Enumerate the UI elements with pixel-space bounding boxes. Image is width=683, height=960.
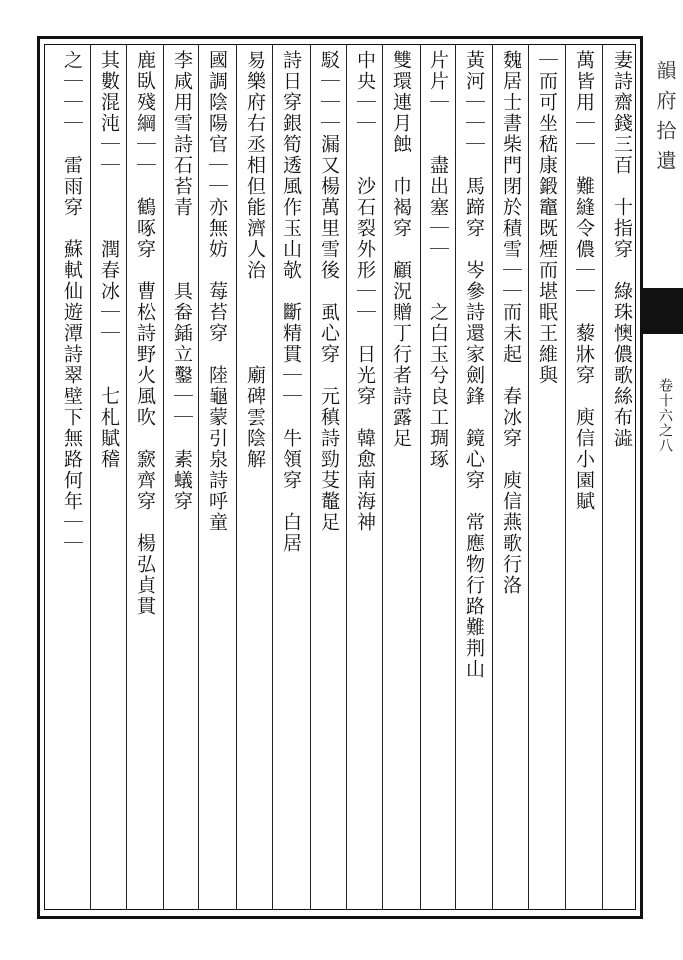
text-column: 鹿臥殘綱｜｜ 鶴啄穿 曹松詩野火風吹 窾齊穿 楊弘貞貫 <box>134 50 156 617</box>
text-column: 黃河｜｜｜ 馬蹄穿 岑參詩還家劍鋒 鏡心穿 常應物行路難荆山 <box>463 50 485 680</box>
text-column: 片片｜ 盡出塞｜｜ 之白玉兮良工琱琢 <box>427 50 449 470</box>
text-column <box>46 50 54 910</box>
text-column: 詩日穿銀筍透風作玉山欹 斷精貫｜｜ 牛領穿 白居 <box>280 50 302 554</box>
text-column: 魏居士書柴門閉於積雪｜｜而未起 春冰穿 庾信燕歌行洛 <box>500 50 522 596</box>
juan-label: 卷十六之八 <box>657 378 673 453</box>
running-head: 韻府拾遺 <box>653 60 677 180</box>
fishtail-mark <box>640 288 683 334</box>
text-column: 易樂府右丞相但能濟人治 廟碑雲陰解 <box>244 50 266 470</box>
text-column: 李咸用雪詩石苔青 具畚鍤立鑿｜｜ 素蟻穿 <box>171 50 193 512</box>
text-column: 之｜｜｜ 雷雨穿 蘇軾仙遊潭詩翠壁下無路何年｜｜ <box>61 50 83 554</box>
text-column: 雙環連月蝕 巾褐穿 顧況贈丁行者詩露足 <box>390 50 412 449</box>
text-column: 中央｜｜ 沙石裂外形｜｜ 日光穿 韓愈南海神 <box>354 50 376 533</box>
text-column: 其數混沌｜｜ 潤春冰｜｜ 七札賦稽 <box>98 50 120 470</box>
text-column: 駁｜｜｜漏又楊萬里雪後 虱心穿 元稹詩勁芟鼇足 <box>318 50 340 533</box>
text-column: 萬皆用｜｜ 難縫令儂｜｜ 藜牀穿 庾信小園賦 <box>573 50 595 512</box>
text-column: ｜而可坐嵇康鍛竈既煙而堪眠王維與 <box>536 50 558 386</box>
text-column: 妻詩齋錢三百 十指穿 綠珠懊儂歌絲布澁 <box>611 50 633 449</box>
text-column: 國調陰陽官｜｜亦無妨 莓苔穿 陸龜蒙引泉詩呼童 <box>206 50 228 533</box>
